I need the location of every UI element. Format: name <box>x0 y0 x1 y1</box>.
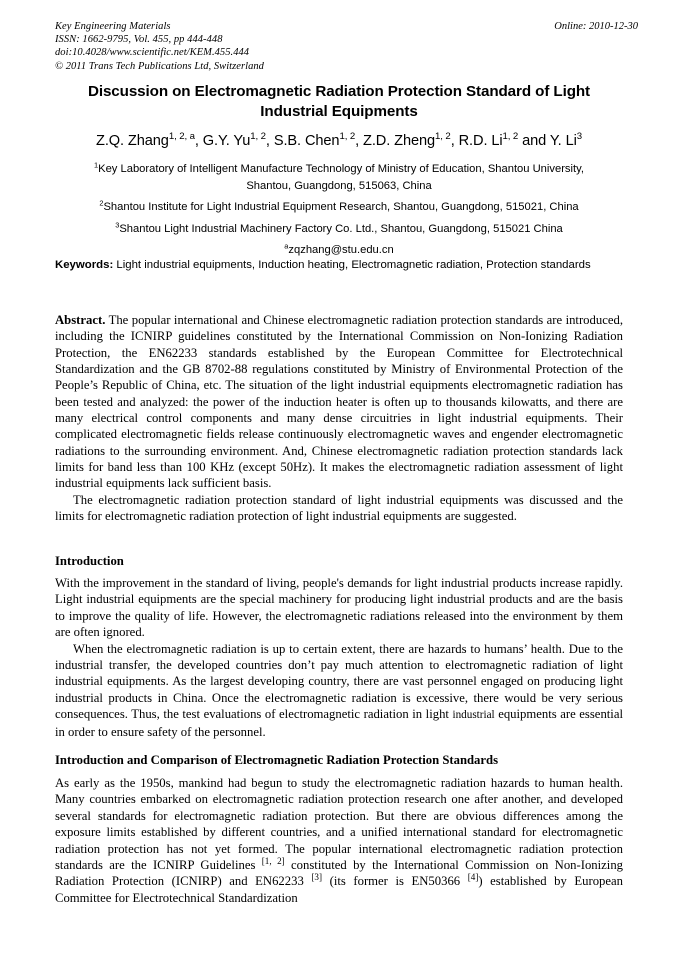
page-title <box>55 82 623 122</box>
keywords-label: Keywords: <box>55 259 114 271</box>
affiliation-text-cont: Shantou, Guangdong, 515063, China <box>246 179 432 192</box>
author-name: Z.Q. Zhang <box>96 133 169 149</box>
standards-paragraph-1 <box>55 775 623 906</box>
affiliation <box>55 221 623 238</box>
author-conjunction: and <box>522 133 547 149</box>
intro-paragraph-2 <box>55 641 623 740</box>
author-name: G.Y. Yu <box>202 133 251 149</box>
citation-ref-3[interactable]: [3] <box>311 872 323 883</box>
section-body-standards <box>55 775 623 906</box>
author-name: Z.D. Zheng <box>363 133 436 149</box>
abstract-paragraph-2: The electromagnetic radiation protection standard of light industrial equipments was discussed and the limits for electromagnetic radiation protection of light industrial equipments are suggested. <box>55 492 623 524</box>
affiliation <box>55 161 623 194</box>
author-name: S.B. Chen <box>273 133 340 149</box>
author-name: R.D. Li <box>458 133 503 149</box>
standards-text-b: constituted by the International Commission on Non-Ionizing Radiation Protection (ICNIRP) and EN62233 <box>55 858 624 889</box>
page-title-line2: Industrial Equipments <box>260 103 418 120</box>
intro-paragraph-2-emphasis: industrial <box>452 709 495 722</box>
citation-ref-4[interactable]: [4] <box>467 872 479 883</box>
intro-paragraph-2-part-a: When the electromagnetic radiation is up to certain extent, there are hazards to humans’ health. Due to the industrial transfer, the developed countries don’t pay much attention to electromagnetic radiation of light industrial equipments. As the largest developing country, there are vast personnel engaged on producing light industrial products in China. Once the electromagnetic radiation is excessive, there would be very serious consequences. Thus, the test evaluations of electromagnetic radiation in light <box>55 641 623 722</box>
online-date: Online: 2010-12-30 <box>554 21 638 32</box>
affiliation <box>55 199 623 216</box>
page-title-line1: Discussion on Electromagnetic Radiation Protection Standard of Light <box>87 83 591 100</box>
author <box>96 133 195 149</box>
section-body-introduction <box>55 575 623 740</box>
corresponding-email[interactable] <box>55 242 623 258</box>
author <box>203 133 266 149</box>
author <box>363 133 451 149</box>
affiliation-marker: 1 <box>94 160 99 170</box>
email-marker: a <box>284 241 289 251</box>
author-list: Z.Q. Zhang$^{1, 2, a}$, G.Y. Yu$^{1, 2}$, S.B. Chen$^{1, 2}$, Z.D. Zheng$^{1, 2}$, R.D. Li$^{1, 2}$ and Y. Li$^3$ <box>96 131 582 149</box>
affiliation-marker: 2 <box>99 198 104 208</box>
author-affil-marker: 1, 2 <box>250 131 266 143</box>
author-affil-marker: 1, 2 <box>339 131 356 143</box>
affiliation-text: Shantou Institute for Light Industrial Equipment Research, Shantou, Guangdong, 515021, China <box>103 201 579 213</box>
standards-text-a: As early as the 1950s, mankind had begun to study the electromagnetic radiation hazards to human health. Many countries embarked on electromagnetic radiation protection research one after another, and developed several standards for electromagnetic radiation protection. But there are obvious differences among the exposure limits established by different countries, and a unified international standard for electromagnetic radiation protection has not yet formed. The popular international electromagnetic radiation protection standards are the ICNIRP Guidelines <box>55 776 623 873</box>
author <box>274 133 355 149</box>
email-address: zqzhang@stu.edu.cn <box>288 244 394 256</box>
author-affil-marker: 3 <box>576 131 582 143</box>
author-affil-marker: 1, 2 <box>435 131 451 143</box>
author <box>550 133 582 149</box>
author-affil-marker: 1, 2 <box>502 131 519 143</box>
copyright-line: © 2011 Trans Tech Publications Ltd, Switzerland <box>55 60 264 72</box>
affiliation-list <box>55 161 623 258</box>
author-affil-marker: 1, 2, a <box>168 131 195 143</box>
standards-text-d: ) established by European Committee for Electrotechnical Standardization <box>55 874 624 905</box>
journal-masthead <box>55 20 264 73</box>
abstract-block <box>55 312 623 524</box>
abstract-label: Abstract. <box>55 313 106 327</box>
affiliation-text: Shantou Light Industrial Machinery Factory Co. Ltd., Shantou, Guangdong, 515021 China <box>119 222 563 235</box>
author <box>459 133 519 149</box>
standards-text-c: (its former is EN50366 <box>322 874 468 889</box>
abstract-paragraph-1 <box>55 312 623 492</box>
title-block <box>55 82 623 258</box>
intro-paragraph-1: With the improvement in the standard of living, people's demands for light industrial products increase rapidly. Light industrial equipments are the special machinery for producing light industrial products and are the basis to improve the quality of life. However, the electromagnetic radiations released into the environment by them are often ignored. <box>55 576 623 640</box>
affiliation-marker: 3 <box>115 219 120 229</box>
keywords-block <box>55 258 623 274</box>
journal-name: Key Engineering Materials <box>55 21 171 32</box>
citation-ref-1[interactable]: [1, 2] <box>261 855 285 866</box>
intro-paragraph-2-part-b: equipments are essential in order to ensure safety of the personnel. <box>55 707 623 739</box>
doi-line: doi:10.4028/www.scientific.net/KEM.455.444 <box>55 47 250 59</box>
section-heading-introduction: Introduction <box>55 554 124 568</box>
affiliation-text: Key Laboratory of Intelligent Manufacture Technology of Ministry of Education, Shantou University, <box>98 163 584 175</box>
section-heading-standards: Introduction and Comparison of Electromagnetic Radiation Protection Standards <box>55 753 499 767</box>
running-head <box>55 20 638 73</box>
issn-line: ISSN: 1662-9795, Vol. 455, pp 444-448 <box>55 34 223 46</box>
author-name: Y. Li <box>549 133 577 149</box>
keywords-text: Light industrial equipments, Induction heating, Electromagnetic radiation, Protection standards <box>113 259 591 271</box>
abstract-text: The popular international and Chinese electromagnetic radiation protection standards are introduced, including the ICNIRP guidelines constituted by the International Commission on Non-Ionizing Radiation Protection, the EN62233 standards established by the European Committee for Electrotechnical Standardization and the GB 8702-88 regulations constituted by Ministry of Environmental Protection of the People’s Republic of China, etc. The situation of the light industrial equipments electromagnetic radiation has been tested and analyzed: the power of the induction heater is often up to thousands kilowatts, and there are many electrical control components and many dense circuitries in light industrial equipments. Their complicated electromagnetic fields release continuously electromagnetic waves and engender electromagnetic radiations to the surrounding environment. And, Chinese electromagnetic radiation protection standards lack limits for band less than 100 KHz (except 50Hz). It makes the electromagnetic radiation assessment of light industrial equipments lack sufficient basis. <box>55 313 623 491</box>
